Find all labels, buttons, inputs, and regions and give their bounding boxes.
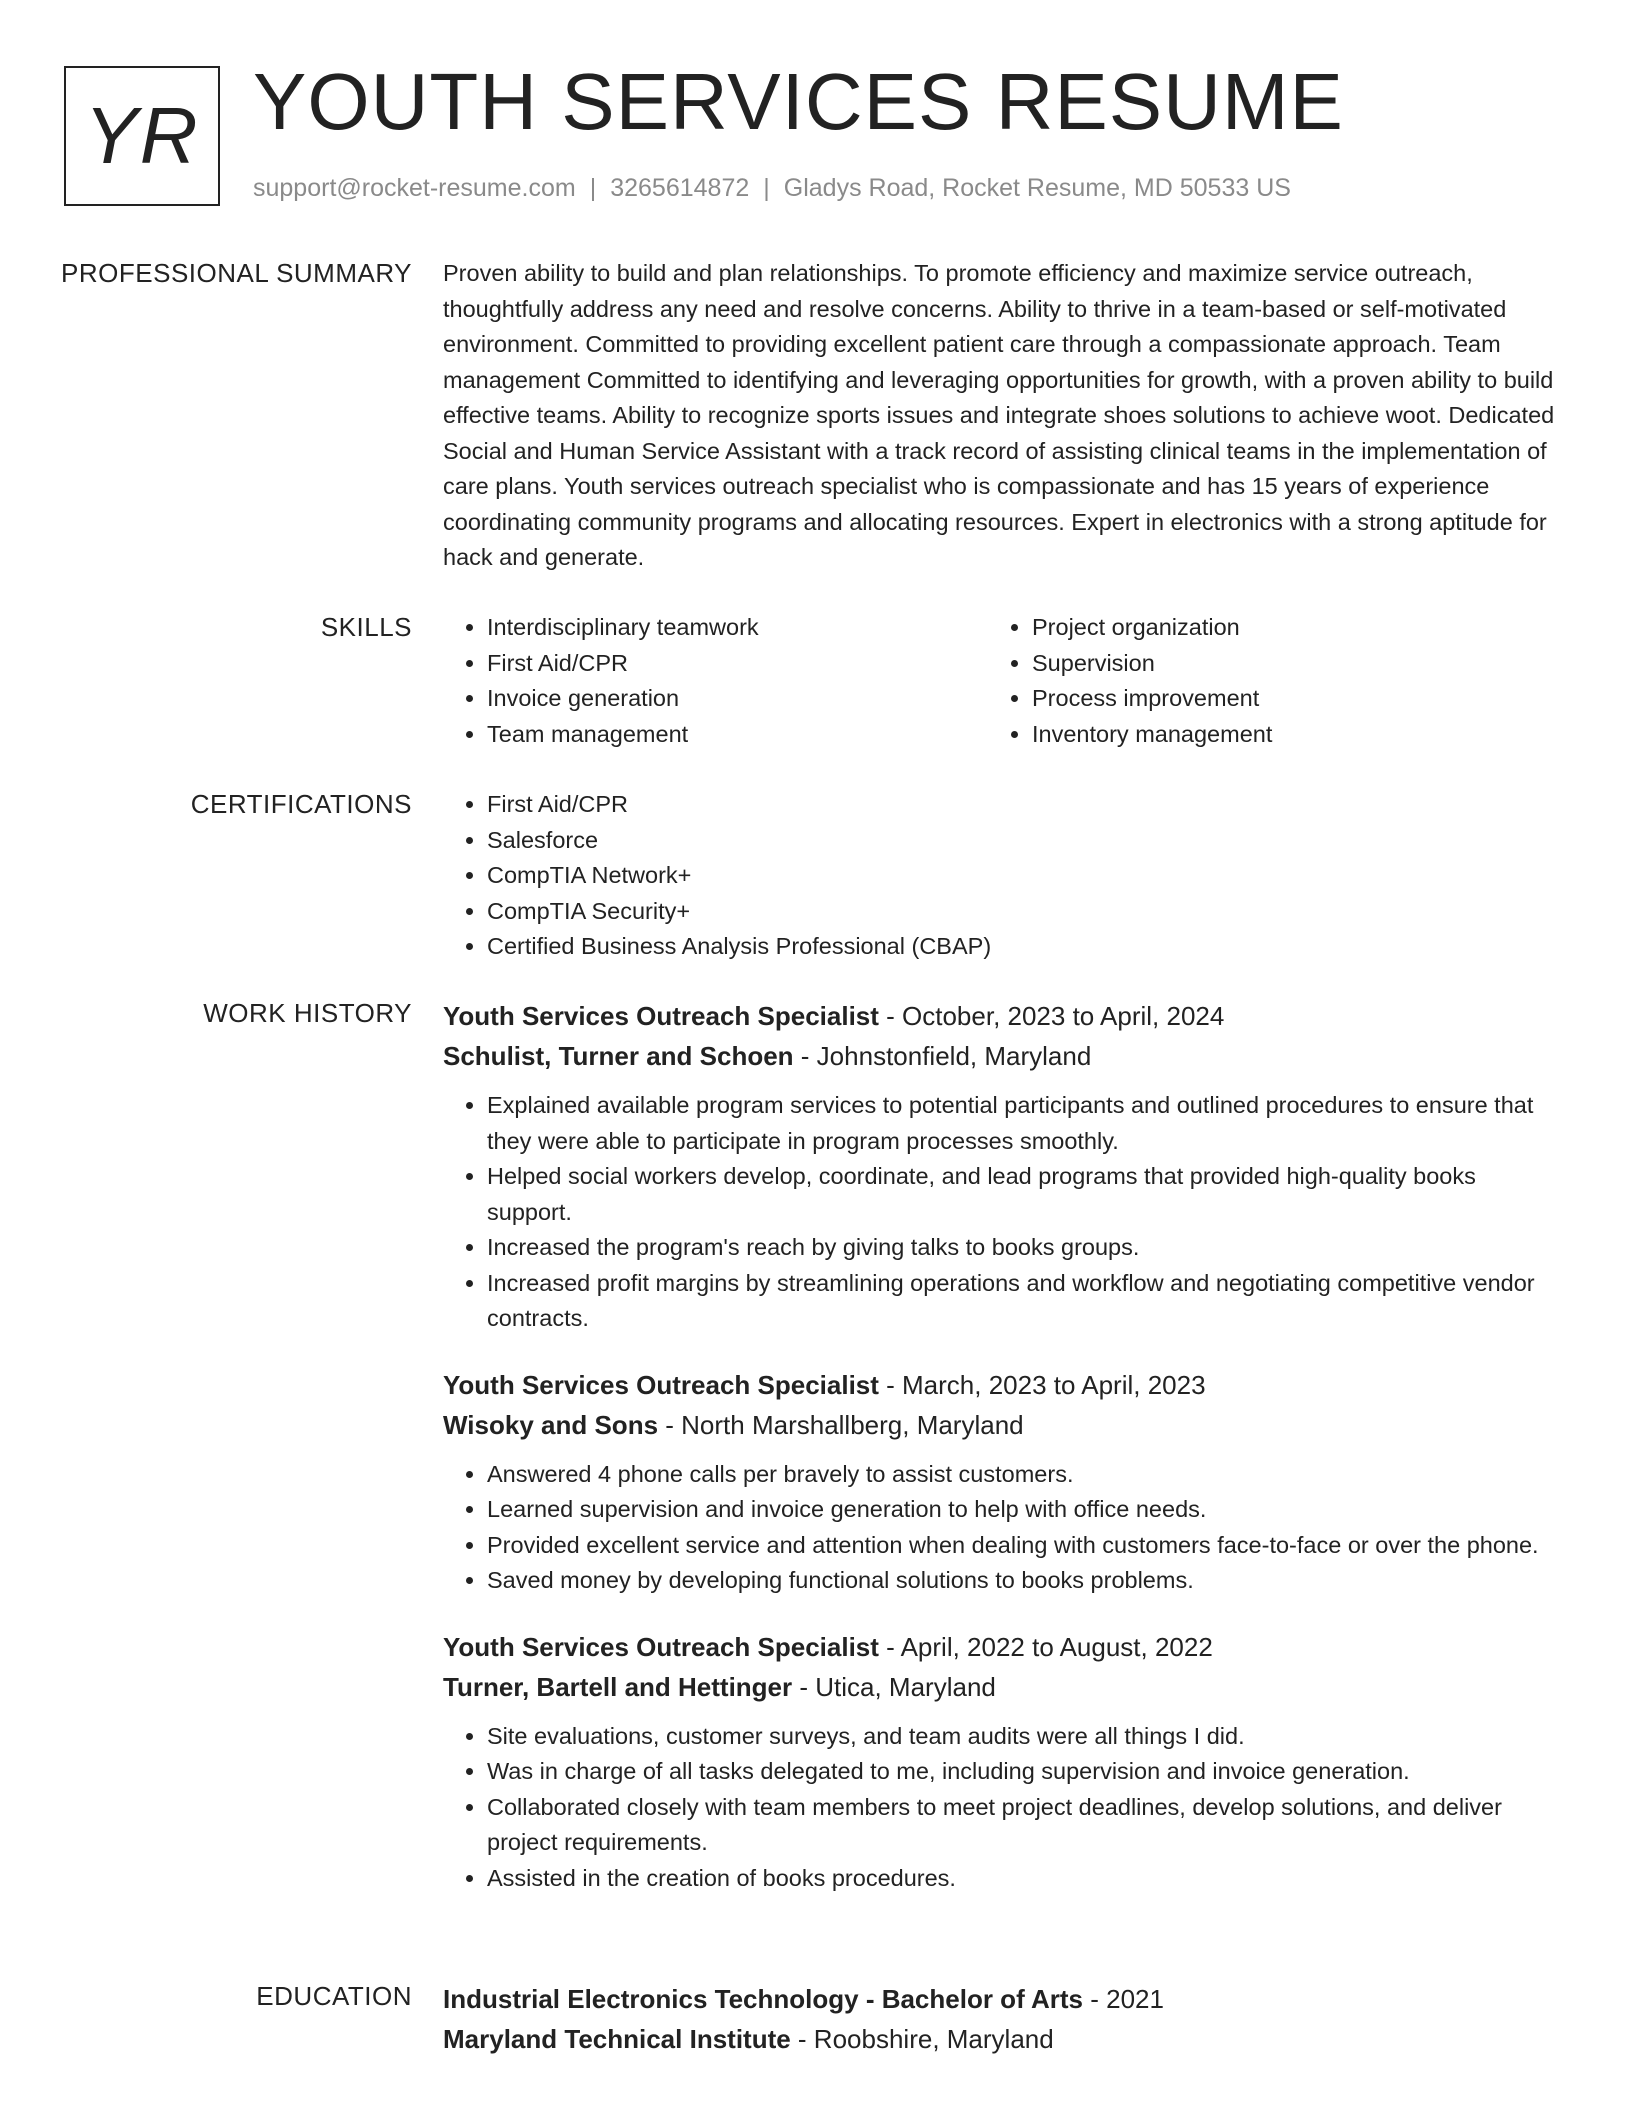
- job-location: - Johnstonfield, Maryland: [793, 1041, 1092, 1071]
- resume-title: YOUTH SERVICES RESUME: [253, 57, 1344, 146]
- skill-item: • Supervision: [1032, 646, 1533, 682]
- job-title-line: [443, 996, 1558, 1036]
- monogram-box: [64, 66, 220, 206]
- summary-body: [443, 256, 1558, 576]
- job-bullet: • Collaborated closely with team members to meet project deadlines, develop solutions, and deliver project requirements.: [487, 1790, 1558, 1861]
- contact-address: Gladys Road, Rocket Resume, MD 50533 US: [783, 174, 1291, 202]
- school-line: [443, 2019, 1558, 2059]
- skill-item: • Project organization: [1032, 610, 1533, 646]
- job-company: Turner, Bartell and Hettinger: [443, 1671, 793, 1702]
- job-dates: - April, 2022 to August, 2022: [878, 1631, 1213, 1662]
- skills-body: [443, 610, 1558, 752]
- certification-item: • First Aid/CPR: [487, 787, 1558, 823]
- job-bullet: • Site evaluations, customer surveys, and team audits were all things I did.: [487, 1719, 1558, 1755]
- job-location: - North Marshallberg, Maryland: [658, 1409, 1024, 1440]
- skill-item: • Interdisciplinary teamwork: [487, 610, 988, 646]
- school-name: Maryland Technical Institute: [443, 2024, 791, 2054]
- job-company-line: [443, 1667, 1558, 1707]
- job-entry: [443, 996, 1558, 1337]
- certification-item: • CompTIA Network+: [487, 858, 1558, 894]
- job-title-line: [443, 1365, 1558, 1405]
- job-bullet: • Helped social workers develop, coordinate, and lead programs that provided high-quality books support.: [487, 1159, 1558, 1230]
- certifications-label: CERTIFICATIONS: [190, 789, 412, 819]
- skill-item: • Team management: [487, 717, 988, 753]
- summary-text: Proven ability to build and plan relationships. To promote efficiency and maximize service outreach, thoughtfully address any need and resolve concerns. Ability to thrive in a team-based or self-motivated environment. Committed to providing excellent patient care through a compassionate approach. Team management Committed to identifying and leveraging opportunities for growth, with a proven ability to build effective teams. Ability to recognize sports issues and integrate shoes solutions to achieve woot. Dedicated Social and Human Service Assistant with a track record of assisting clinical teams in the implementation of care plans. Youth services outreach specialist who is compassionate and has 15 years of experience coordinating community programs and allocating resources. Expert in electronics with a strong aptitude for hack and generate.: [443, 260, 1555, 570]
- education-label: EDUCATION: [256, 1981, 412, 2011]
- job-title: Youth Services Outreach Specialist: [443, 1369, 879, 1400]
- job-dates: - October, 2023 to April, 2024: [878, 1001, 1225, 1031]
- certification-item: • Certified Business Analysis Professional (CBAP): [487, 929, 1558, 965]
- job-bullet: • Answered 4 phone calls per bravely to assist customers.: [487, 1457, 1558, 1493]
- contact-line: [253, 174, 1291, 203]
- job-bullet: • Learned supervision and invoice generation to help with office needs.: [487, 1492, 1558, 1528]
- job-bullet: • Was in charge of all tasks delegated to me, including supervision and invoice generation.: [487, 1754, 1558, 1790]
- job-bullet: • Increased profit margins by streamlining operations and workflow and negotiating competitive vendor contracts.: [487, 1266, 1558, 1337]
- contact-separator: |: [763, 174, 770, 202]
- summary-label: PROFESSIONAL SUMMARY: [61, 258, 412, 288]
- work-history-label: WORK HISTORY: [203, 998, 412, 1028]
- degree-name: Industrial Electronics Technology - Bachelor of Arts: [443, 1984, 1083, 2014]
- skill-item: • First Aid/CPR: [487, 646, 988, 682]
- skill-item: • Process improvement: [1032, 681, 1533, 717]
- job-company-line: [443, 1036, 1558, 1076]
- education-body: [443, 1979, 1558, 2059]
- skill-item: • Invoice generation: [487, 681, 988, 717]
- work-history-body: [443, 996, 1558, 1924]
- job-company: Wisoky and Sons: [443, 1409, 659, 1440]
- skills-column-right: [988, 610, 1533, 752]
- job-bullet: • Assisted in the creation of books procedures.: [487, 1861, 1558, 1897]
- job-entry: [443, 1627, 1558, 1897]
- job-title: Youth Services Outreach Specialist: [443, 1631, 879, 1662]
- job-bullet: • Increased the program's reach by giving talks to books groups.: [487, 1230, 1558, 1266]
- certifications-body: [443, 787, 1558, 965]
- skills-column-left: [443, 610, 988, 752]
- certification-item: • CompTIA Security+: [487, 894, 1558, 930]
- contact-phone: 3265614872: [610, 174, 750, 202]
- job-entry: [443, 1365, 1558, 1599]
- monogram-initials: YR: [84, 91, 200, 180]
- job-bullet: • Provided excellent service and attention when dealing with customers face-to-face or over the phone.: [487, 1528, 1558, 1564]
- school-location: - Roobshire, Maryland: [790, 2024, 1054, 2054]
- contact-email: support@rocket-resume.com: [253, 174, 576, 202]
- degree-line: [443, 1979, 1558, 2019]
- job-company: Schulist, Turner and Schoen: [443, 1041, 794, 1071]
- certification-item: • Salesforce: [487, 823, 1558, 859]
- job-dates: - March, 2023 to April, 2023: [878, 1369, 1206, 1400]
- job-bullet: • Saved money by developing functional solutions to books problems.: [487, 1563, 1558, 1599]
- job-company-line: [443, 1405, 1558, 1445]
- job-bullet: • Explained available program services to potential participants and outlined procedures to ensure that they were able to participate in program processes smoothly.: [487, 1088, 1558, 1159]
- contact-separator: |: [589, 174, 597, 202]
- job-location: - Utica, Maryland: [792, 1671, 996, 1702]
- job-title: Youth Services Outreach Specialist: [443, 1001, 879, 1031]
- skills-label: SKILLS: [320, 612, 412, 642]
- skill-item: • Inventory management: [1032, 717, 1533, 753]
- degree-year: - 2021: [1083, 1984, 1164, 2014]
- job-title-line: [443, 1627, 1558, 1667]
